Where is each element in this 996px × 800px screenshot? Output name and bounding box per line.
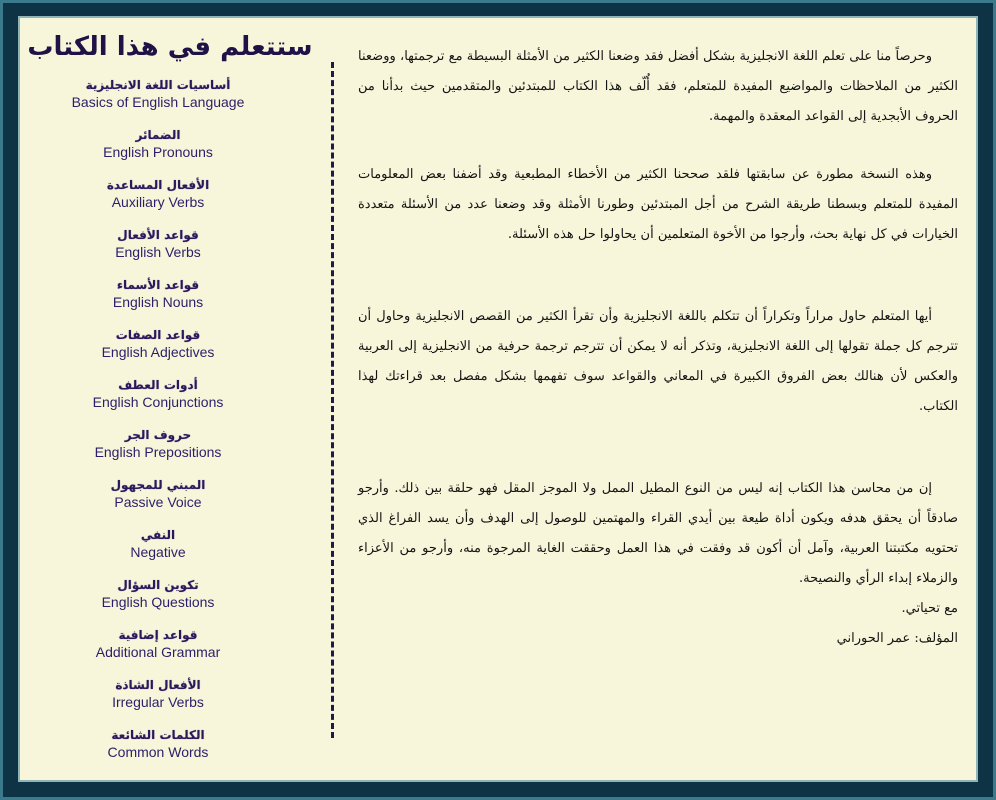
toc-item-arabic: أدوات العطف bbox=[118, 378, 198, 392]
toc-item-arabic: أساسيات اللغة الانجليزية bbox=[85, 78, 231, 92]
intro-paragraph-1 bbox=[358, 42, 958, 132]
toc-item[interactable] bbox=[20, 328, 296, 378]
toc-item-english: English Pronouns bbox=[103, 144, 213, 160]
toc-item[interactable] bbox=[20, 678, 296, 728]
toc-item[interactable] bbox=[20, 478, 296, 528]
intro-paragraph-4 bbox=[358, 474, 958, 594]
toc-item-english: Basics of English Language bbox=[71, 94, 245, 110]
toc-item-english: English Adjectives bbox=[101, 344, 215, 360]
toc-item[interactable] bbox=[20, 178, 296, 228]
toc-item-arabic: قواعد الأسماء bbox=[116, 278, 200, 292]
toc-item-english: Common Words bbox=[107, 744, 209, 760]
toc-item-arabic: النفي bbox=[140, 528, 176, 542]
toc-item[interactable] bbox=[20, 128, 296, 178]
toc-item[interactable] bbox=[20, 728, 296, 778]
intro-paragraph-1-text: وحرصاً منا على تعلم اللغة الانجليزية بشكل أفضل فقد وضعنا الكثير من الأمثلة البسيطة مع ترجمتها، ووضعنا الكثير من الملاحظات والمواضيع المفيدة للمتعلم، فقد أُلّف هذا الكتاب للمبتدئين والمتقدمين حيث بدأنا من الحروف الأبجدية إلى القواعد المعقدة والمهمة. bbox=[358, 49, 958, 124]
toc-item[interactable] bbox=[20, 428, 296, 478]
toc-item-english: English Questions bbox=[101, 594, 215, 610]
toc-item-english: Auxiliary Verbs bbox=[111, 194, 205, 210]
toc-item-english: Passive Voice bbox=[114, 494, 202, 510]
intro-paragraph-2-text: وهذه النسخة مطورة عن سابقتها فلقد صححنا الكثير من الأخطاء المطبعية وقد أضفنا بعض المعلومات المفيدة للمتعلم وبسطنا طريقة الشرح من أجل المبتدئين وطورنا الأمثلة وقد وضعنا عدد من الأسئلة متعددة الخيارات في كل نهاية بحث، وأرجوا من الأخوة المتعلمين أن يحاولوا حل هذه الأسئلة. bbox=[358, 167, 958, 242]
intro-paragraph-3-text: أيها المتعلم حاول مراراً وتكراراً أن تتكلم باللغة الانجليزية وأن تقرأ الكثير من القصص الانجليزية وحاول أن تترجم كل جملة تقولها إلى اللغة الانجليزية، وتذكر أنه لا يمكن أن تترجم ترجمة حرفية من الانجليزية إلى العربية والعكس لأن هنالك بعض الفروق الكبيرة في المعاني والقواعد سوف تفهمها بشكل مفصل بعد قراءتك لهذا الكتاب. bbox=[358, 309, 958, 414]
toc-item-arabic: المبني للمجهول bbox=[110, 478, 206, 492]
toc-item-arabic: قواعد إضافية bbox=[118, 628, 198, 642]
intro-paragraph-2 bbox=[358, 160, 958, 250]
toc-item-arabic: الكلمات الشائعة bbox=[111, 728, 205, 742]
intro-paragraph-3 bbox=[358, 302, 958, 422]
toc-item[interactable] bbox=[20, 78, 296, 128]
toc-item[interactable] bbox=[20, 228, 296, 278]
toc-item-english: English Nouns bbox=[112, 294, 204, 310]
toc-item[interactable] bbox=[20, 278, 296, 328]
toc-item-english: English Conjunctions bbox=[92, 394, 224, 410]
intro-paragraph-4-text: إن من محاسن هذا الكتاب إنه ليس من النوع المطيل الممل ولا الموجز المقل فهو حلقة بين ذلك. وأرجو صادقاً أن يحقق هدفه ويكون أداة طيعة بين أيدي القراء والمهتمين للوصول إلى الهدف وأن يسد الفراغ الذي تحتويه مكتبتنا العربية، وآمل أن أكون قد وفقت في هذا العمل وحققت الغاية المرجوة منه، وأرجو من الأعزاء والزملاء إبداء الرأي والنصيحة. bbox=[358, 481, 958, 586]
toc-item-arabic: حروف الجر bbox=[124, 428, 192, 442]
book-page bbox=[20, 18, 976, 780]
toc-item[interactable] bbox=[20, 578, 296, 628]
toc-item-english: English Prepositions bbox=[94, 444, 222, 460]
toc-item[interactable] bbox=[20, 378, 296, 428]
toc-item-english: Irregular Verbs bbox=[112, 694, 204, 710]
toc-item-english: Negative bbox=[130, 544, 186, 560]
toc-item-arabic: قواعد الأفعال bbox=[117, 228, 199, 242]
toc-item-english: English Verbs bbox=[115, 244, 201, 260]
toc-item[interactable] bbox=[20, 528, 296, 578]
toc-item-arabic: تكوين السؤال bbox=[117, 578, 199, 592]
table-of-contents bbox=[20, 18, 330, 780]
toc-item-arabic: الأفعال الشاذة bbox=[115, 678, 201, 692]
greeting: مع تحياتي. bbox=[901, 601, 958, 616]
toc-item-arabic: الأفعال المساعدة bbox=[106, 178, 210, 192]
toc-list bbox=[20, 78, 296, 778]
toc-item[interactable] bbox=[20, 628, 296, 678]
toc-item-arabic: قواعد الصفات bbox=[115, 328, 201, 342]
dashed-divider bbox=[331, 62, 334, 738]
author-signature: المؤلف: عمر الحوراني bbox=[836, 631, 958, 646]
toc-item-english: Additional Grammar bbox=[95, 644, 221, 660]
intro-text bbox=[358, 42, 958, 654]
toc-title: ستتعلم في هذا الكتاب bbox=[27, 32, 313, 62]
toc-item-arabic: الضمائر bbox=[135, 128, 181, 142]
